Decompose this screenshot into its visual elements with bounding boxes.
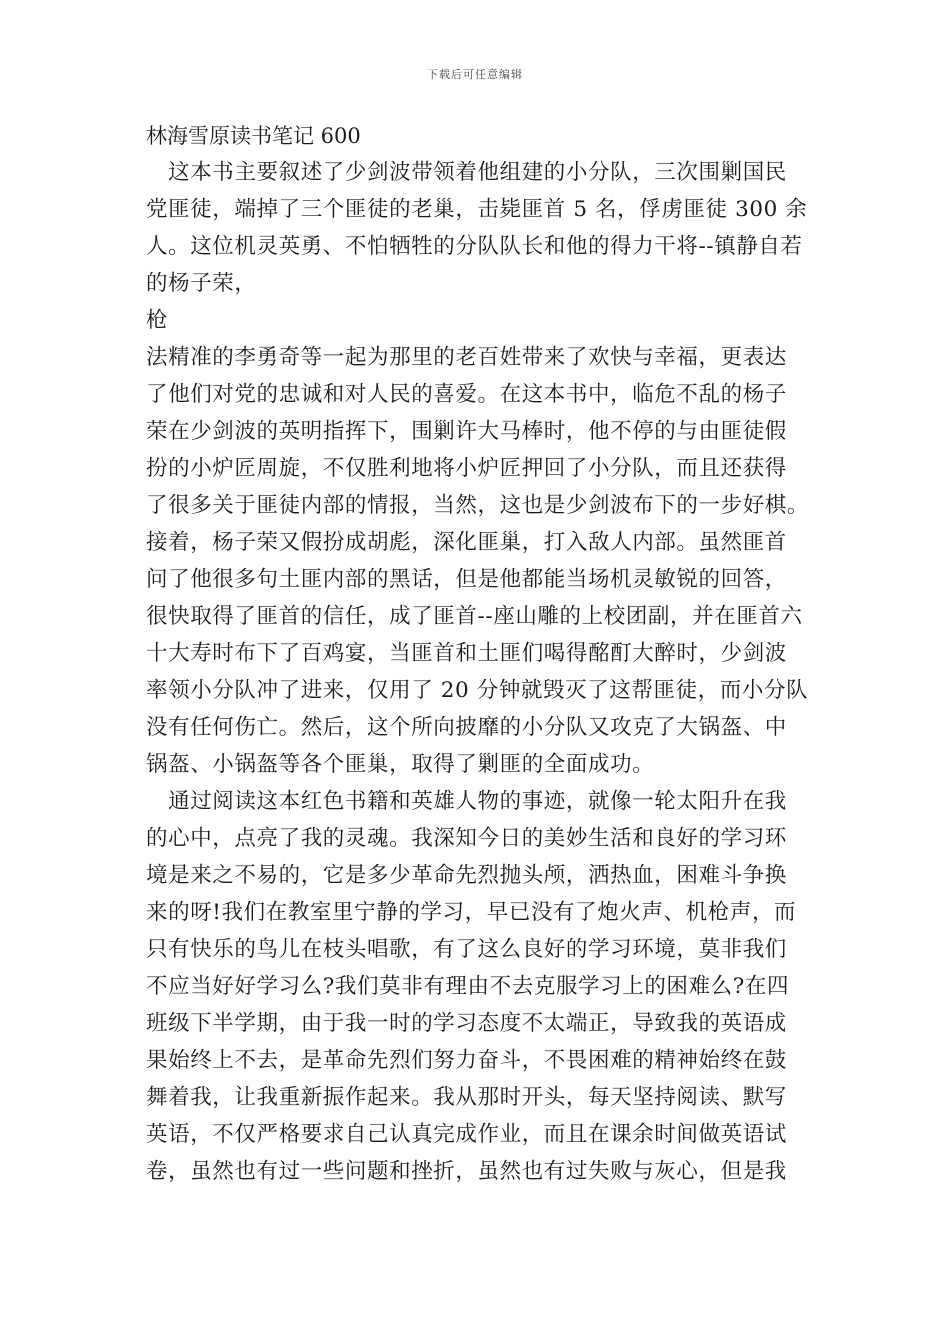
body-line: 卷，虽然也有过一些问题和挫折，虽然也有过失败与灰心，但是我 <box>146 1159 787 1184</box>
body-line: 了很多关于匪徒内部的情报，当然，这也是少剑波布下的一步好棋。 <box>146 493 810 518</box>
body-line: 通过阅读这本红色书籍和英雄人物的事迹，就像一轮太阳升在我 <box>146 789 787 814</box>
document-title: 林海雪原读书笔记 600 <box>146 124 361 148</box>
body-line: 问了他很多句土匪内部的黑话，但是他都能当场机灵敏锐的回答， <box>146 567 787 592</box>
body-line: 这本书主要叙述了少剑波带领着他组建的小分队，三次围剿国民 <box>146 160 787 185</box>
body-line: 舞着我，让我重新振作起来。我从那时开头，每天坚持阅读、默写 <box>146 1085 787 1110</box>
body-line: 的杨子荣， <box>146 271 257 296</box>
body-line: 率领小分队冲了进来，仅用了 20 分钟就毁灭了这帮匪徒，而小分队 <box>146 678 809 703</box>
body-line: 没有任何伤亡。然后，这个所向披靡的小分队又攻克了大锅盔、中 <box>146 715 787 740</box>
body-line: 扮的小炉匠周旋，不仅胜利地将小炉匠押回了小分队，而且还获得 <box>146 456 787 481</box>
body-line: 来的呀!我们在教室里宁静的学习，早已没有了炮火声、机枪声，而 <box>146 900 797 925</box>
body-line: 党匪徒，端掉了三个匪徒的老巢，击毙匪首 5 名，俘虏匪徒 300 余 <box>146 197 808 222</box>
body-line: 果始终上不去，是革命先烈们努力奋斗，不畏困难的精神始终在鼓 <box>146 1048 787 1073</box>
body-line: 境是来之不易的，它是多少革命先烈抛头颅，洒热血，困难斗争换 <box>146 863 787 888</box>
body-line: 只有快乐的鸟儿在枝头唱歌，有了这么良好的学习环境，莫非我们 <box>146 937 787 962</box>
body-line: 接着，杨子荣又假扮成胡彪，深化匪巢，打入敌人内部。虽然匪首 <box>146 530 787 555</box>
body-line: 不应当好好学习么?我们莫非有理由不去克服学习上的困难么?在四 <box>146 974 790 999</box>
body-line: 班级下半学期，由于我一时的学习态度不太端正，导致我的英语成 <box>146 1011 787 1036</box>
body-line: 十大寿时布下了百鸡宴，当匪首和土匪们喝得酩酊大醉时，少剑波 <box>146 641 787 666</box>
body-line: 锅盔、小锅盔等各个匪巢，取得了剿匪的全面成功。 <box>146 752 655 777</box>
body-line: 荣在少剑波的英明指挥下，围剿许大马棒时，他不停的与由匪徒假 <box>146 419 787 444</box>
body-line: 枪 <box>146 308 169 333</box>
body-line: 人。这位机灵英勇、不怕牺牲的分队队长和他的得力干将--镇静自若 <box>146 234 803 259</box>
body-line: 了他们对党的忠诚和对人民的喜爱。在这本书中，临危不乱的杨子 <box>146 382 787 407</box>
body-line: 很快取得了匪首的信任，成了匪首--座山雕的上校团副，并在匪首六 <box>146 604 803 629</box>
body-line: 英语，不仅严格要求自己认真完成作业，而且在课余时间做英语试 <box>146 1122 787 1147</box>
body-line: 的心中，点亮了我的灵魂。我深知今日的美妙生活和良好的学习环 <box>146 826 787 851</box>
page-header: 下载后可任意编辑 <box>427 68 523 81</box>
body-line: 法精准的李勇奇等一起为那里的老百姓带来了欢快与幸福，更表达 <box>146 345 787 370</box>
